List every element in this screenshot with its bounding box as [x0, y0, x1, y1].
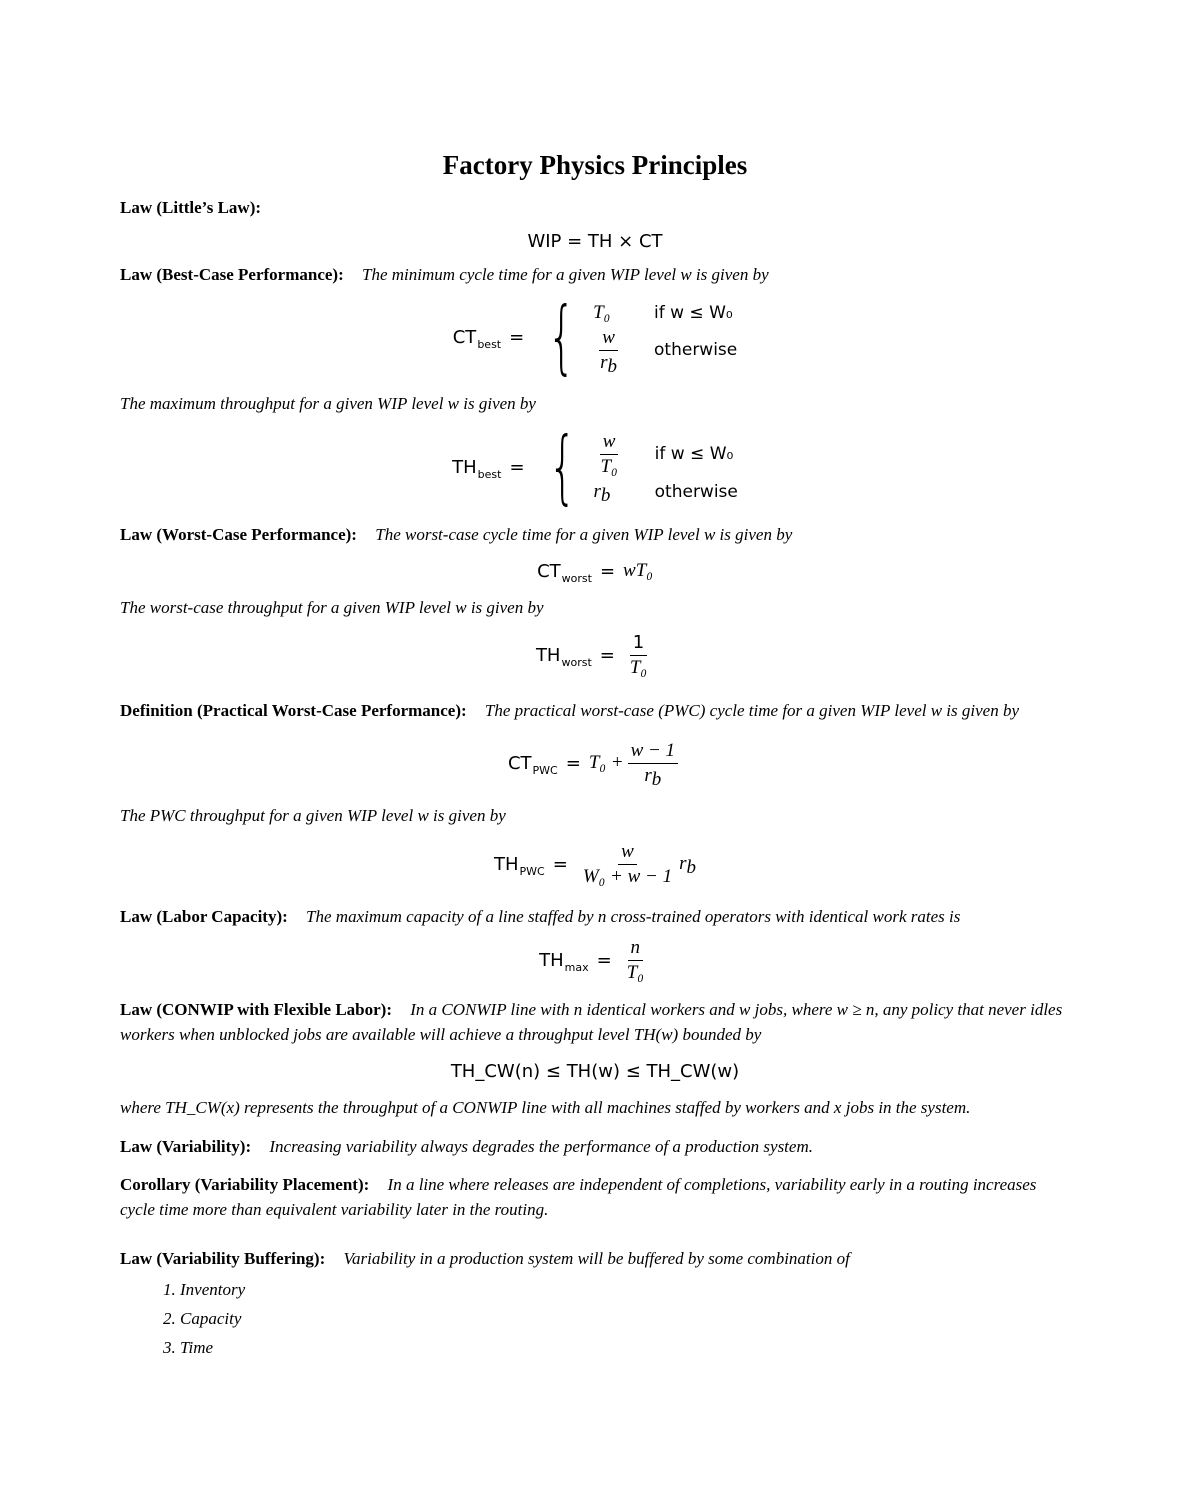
conwip-label: Law (CONWIP with Flexible Labor): [120, 1000, 392, 1019]
placement-text: In a line where releases are independent of completions, variability early in a routing increases cycle time more than equivalent variability later in the routing. [120, 1175, 1037, 1219]
th-best-case2: rb [593, 480, 611, 506]
best-case-text2: The maximum throughput for a given WIP level w is given by [120, 394, 536, 413]
worst-case-text2: The worst-case throughput for a given WIP level w is given by [120, 598, 544, 617]
variability-text: Increasing variability always degrades the performance of a production system. [269, 1137, 813, 1156]
buffering-label: Law (Variability Buffering): [120, 1249, 326, 1268]
pwc-text1: The practical worst-case (PWC) cycle time for a given WIP level w is given by [484, 701, 1019, 720]
ct-worst-equation: $CT_{worst}$ = wT₀ [537, 560, 653, 585]
ct-pwc-equation: $CT_{PWC}$ = T₀ + $\frac{w - 1}{rb}$ [120, 723, 1070, 803]
buffering-statement [120, 1246, 1070, 1271]
th-pwc-equation: $TH_{PWC}$ = $\frac{w}{\text{W₀ + w − 1}}$ rb [494, 840, 696, 887]
ct-best-brace: { [547, 290, 576, 383]
ct-best-cond2: otherwise [654, 340, 738, 360]
best-case-statement [120, 262, 1070, 287]
page-title: Factory Physics Principles [442, 150, 748, 180]
best-case-text1: The minimum cycle time for a given WIP level w is given by [362, 265, 769, 284]
th-best-cond2: otherwise [654, 481, 738, 502]
th-best-case1-frac: $\frac{w}{\text{T₀}}$ [600, 430, 618, 477]
variability-label: Law (Variability): [120, 1137, 252, 1156]
conwip-text2: where TH_CW(x) represents the throughput of a CONWIP line with all machines staffed by workers and x jobs in the system. [120, 1098, 971, 1117]
pwc-statement [120, 698, 1070, 723]
list-item: 2. Capacity [180, 1304, 1070, 1333]
list-item: 1. Inventory [180, 1275, 1070, 1304]
littles-law-eq-text: WIP = TH × CT [527, 230, 663, 252]
th-pwc-tail: rb [679, 853, 696, 878]
th-pwc-lhs: $TH_{PWC}$ [494, 853, 545, 878]
conwip-text: In a CONWIP line with n identical workers and w jobs, where w ≥ n, any policy that never idles workers when unblocked jobs are available will achieve a throughput level TH(w) bounded by [120, 1000, 1063, 1044]
th-worst-lhs: $TH_{worst}$ [535, 644, 592, 669]
th-best-lhs: $TH_{best}$ [452, 456, 502, 481]
th-pwc-frac: $\frac{w}{\text{W₀ + w − 1}}$ [582, 840, 673, 887]
placement-label: Corollary (Variability Placement): [120, 1175, 370, 1194]
th-best-cases [593, 430, 738, 506]
worst-case-text1: The worst-case cycle time for a given WIP level w is given by [375, 525, 793, 544]
ct-best-lhs: $CT_{best}$ [452, 326, 502, 351]
ct-pwc-t0: T₀ + [588, 752, 624, 773]
best-case-label: Law (Best-Case Performance): [120, 265, 344, 284]
labor-text: The maximum capacity of a line staffed by n cross-trained operators with identical work rates is [306, 907, 961, 926]
th-best-equation: $TH_{best}$ = { $\frac{w}{\text{T₀}}$ if w ≤ W₀ rb otherwise [452, 420, 738, 513]
pwc-label: Definition (Practical Worst-Case Performance): [120, 701, 467, 720]
labor-label: Law (Labor Capacity): [120, 907, 288, 926]
ct-worst-lhs: $CT_{worst}$ [537, 560, 592, 585]
ct-best-cases [593, 301, 738, 377]
th-max-frac: $\frac{n}{\text{T₀}}$ [626, 936, 644, 983]
ct-best-cond1: if w ≤ W₀ [654, 302, 733, 323]
ct-worst-rhs: wT₀ [623, 560, 653, 581]
ct-pwc-frac: $\frac{w - 1}{rb}$ [628, 741, 679, 786]
variability-statement [120, 1134, 1070, 1159]
labor-statement [120, 904, 1070, 929]
littles-law-statement [120, 195, 1070, 220]
littles-law-label: Law (Little’s Law): [120, 198, 262, 217]
document-page [120, 150, 1070, 1362]
buffering-text: Variability in a production system will be buffered by some combination of [343, 1249, 850, 1268]
ct-best-case1: T₀ [593, 301, 611, 323]
littles-law-equation [120, 222, 1070, 260]
th-best-cond1: if w ≤ W₀ [654, 444, 734, 464]
buffering-list [120, 1275, 1070, 1362]
th-best-brace: { [548, 420, 576, 513]
conwip-eq-text: TH_CW(n) ≤ TH(w) ≤ TH_CW(w) [450, 1060, 740, 1082]
worst-case-statement [120, 522, 1070, 547]
conwip-statement [120, 997, 1070, 1047]
th-worst-equation: $TH_{worst}$ = $\frac{1}{\text{T₀}}$ [120, 620, 1070, 690]
placement-statement [120, 1172, 1070, 1222]
conwip-equation [120, 1047, 1070, 1095]
worst-case-label: Law (Worst-Case Performance): [120, 525, 357, 544]
ct-best-equation: $CT_{best}$ = { T₀ if w ≤ W₀ $\frac{w}{rb}$ otherwise [452, 290, 738, 383]
ct-best-case2-frac: $\frac{w}{rb}$ [600, 326, 618, 377]
th-max-equation: $TH_{max}$ = $\frac{n}{\text{T₀}}$ [120, 929, 1070, 991]
pwc-text2: The PWC throughput for a given WIP level w is given by [120, 806, 506, 825]
th-worst-frac: $\frac{1}{\text{T₀}}$ [629, 631, 648, 678]
list-item: 3. Time [180, 1333, 1070, 1362]
ct-pwc-lhs: $CT_{PWC}$ [507, 752, 558, 777]
th-max-lhs: $TH_{max}$ [539, 949, 589, 974]
